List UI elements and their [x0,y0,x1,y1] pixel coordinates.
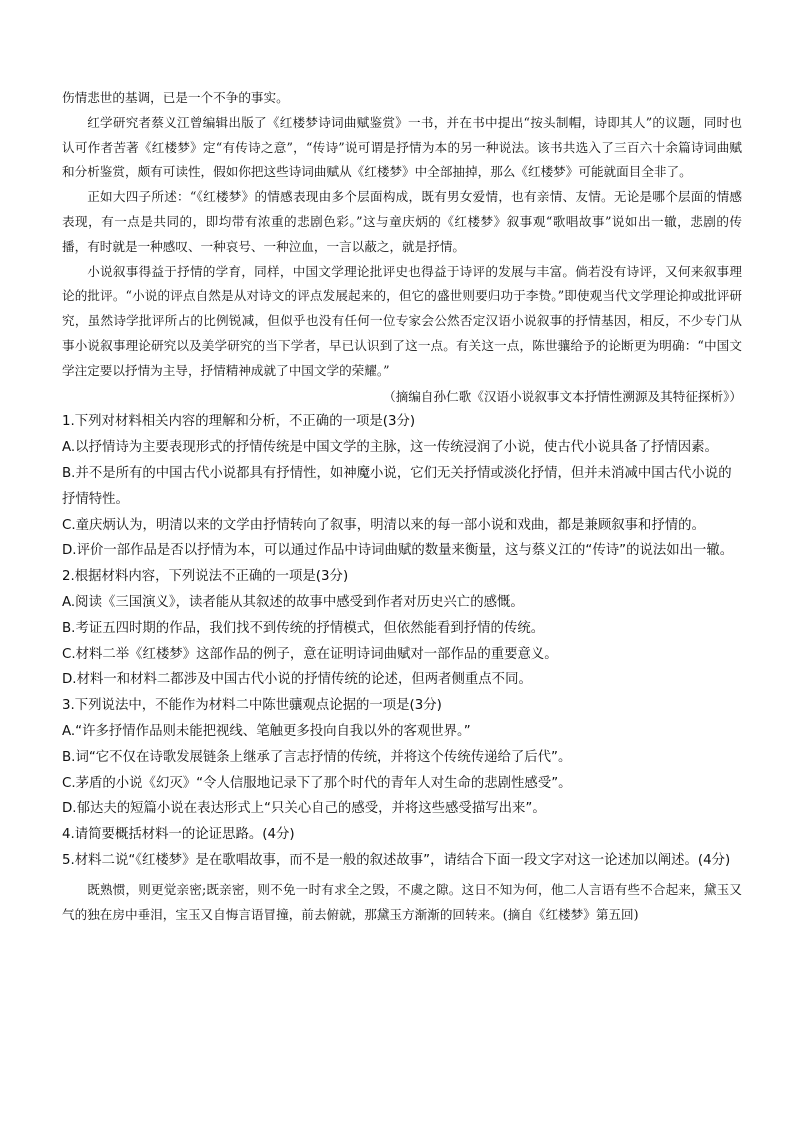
passage-paragraph: 正如大四子所述：“《红楼梦》的情感表现由多个层面构成，既有男女爱情，也有亲情、友情。无论是哪个层面的情感表现，有一点是共同的，即均带有浓重的悲剧色彩。”这与童庆炳的《红楼梦》叙事观“歌唱故事”说如出一辙，悲剧的传播，有时就是一种感叹、一种哀号、一种泣血，一言以蔽之，就是抒情。 [62,189,742,254]
exam-page [62,86,742,927]
option-a: A.阅读《三国演义》，读者能从其叙述的故事中感受到作者对历史兴亡的感慨。 [62,594,524,610]
excerpt-paragraph: 既熟惯，则更觉亲密;既亲密，则不免一时有求全之毁，不虞之隙。这日不知为何，他二人言语有些不合起来，黛玉又气的独在房中垂泪，宝玉又自悔言语冒撞，前去俯就，那黛玉方渐渐的回转来。(摘自《红楼梦》第五回) [62,881,742,922]
question-1 [62,409,742,564]
passage [62,86,742,409]
question-stem: 4.请简要概括材料一的论证思路。(4分) [62,827,295,843]
option-b: B.考证五四时期的作品，我们找不到传统的抒情模式，但依然能看到抒情的传统。 [62,620,545,636]
option-b: B.词“它不仅在诗歌发展链条上继承了言志抒情的传统，并将这个传统传递给了后代”。 [62,749,572,765]
option-c: C.材料二举《红楼梦》这部作品的例子，意在证明诗词曲赋对一部作品的重要意义。 [62,646,558,662]
passage-paragraph: 红学研究者蔡义江曾编辑出版了《红楼梦诗词曲赋鉴赏》一书，并在书中提出“按头制帽，诗即其人”的议题，同时也认可作者苦著《红楼梦》定“有传诗之意”，“传诗”说可谓是抒情为本的另一种说法。该书共选入了三百六十余篇诗词曲赋和分析鉴赏，颇有可读性，假如你把这些诗词曲赋从《红楼梦》中全部抽掉，那么《红楼梦》可能就面目全非了。 [62,114,742,180]
option-b: B.并不是所有的中国古代小说都具有抒情性，如神魔小说，它们无关抒情或淡化抒情，但并未消减中国古代小说的抒情特性。 [62,465,732,507]
option-d: D.材料一和材料二都涉及中国古代小说的抒情传统的论述，但两者侧重点不同。 [62,672,532,688]
question-2 [62,564,742,693]
question-stem: 5.材料二说“《红楼梦》是在歌唱故事，而不是一般的叙述故事”，请结合下面一段文字对这一论述加以阐述。(4分) [62,852,731,868]
passage-paragraph: 小说叙事得益于抒情的学育，同样，中国文学理论批评史也得益于诗评的发展与丰富。倘若没有诗评，又何来叙事理论的批评。“小说的评点自然是从对诗文的评点发展起来的，但它的盛世则要归功于李贽。”即使观当代文学理论抑或批评研究，虽然诗学批评所占的比例锐减，但似乎也没有任何一位专家会公然否定汉语小说叙事的抒情基因，相反，不少专门从事小说叙事理论研究以及美学研究的当下学者，早已认识到了这一点。有关这一点，陈世骧给予的论断更为明确：“中国文学注定要以抒情为主导，抒情精神成就了中国文学的荣耀。” [62,263,742,378]
question-stem: 3.下列说法中，不能作为材料二中陈世骧观点论据的一项是(3分) [62,698,442,714]
option-c: C.童庆炳认为，明清以来的文学由抒情转向了叙事，明清以来的每一部小说和戏曲，都是兼顾叙事和抒情的。 [62,517,705,533]
question-3 [62,693,742,822]
option-a: A.“许多抒情作品则未能把视线、笔触更多投向自我以外的客观世界。” [62,723,471,739]
passage-source: （摘编自孙仁歌《汉语小说叙事文本抒情性溯源及其特征探析》） [383,388,742,404]
question-stem: 2.根据材料内容，下列说法不正确的一项是(3分) [62,569,349,585]
option-d: D.评价一部作品是否以抒情为本，可以通过作品中诗词曲赋的数量来衡量，这与蔡义江的“传诗”的说法如出一辙。 [62,543,734,559]
question-5 [62,848,742,874]
option-d: D.郁达夫的短篇小说在表达形式上“只关心自己的感受，并将这些感受描写出来”。 [62,801,546,817]
question-stem: 1.下列对材料相关内容的理解和分析，不正确的一项是(3分) [62,414,416,430]
question-4 [62,822,742,848]
option-a: A.以抒情诗为主要表现形式的抒情传统是中国文学的主脉，这一传统浸润了小说，使古代小说具备了抒情因素。 [62,440,718,456]
option-c: C.茅盾的小说《幻灭》“令人信服地记录下了那个时代的青年人对生命的悲剧性感受”。 [62,775,572,791]
passage-paragraph: 伤情悲世的基调，已是一个不争的事实。 [62,90,289,105]
